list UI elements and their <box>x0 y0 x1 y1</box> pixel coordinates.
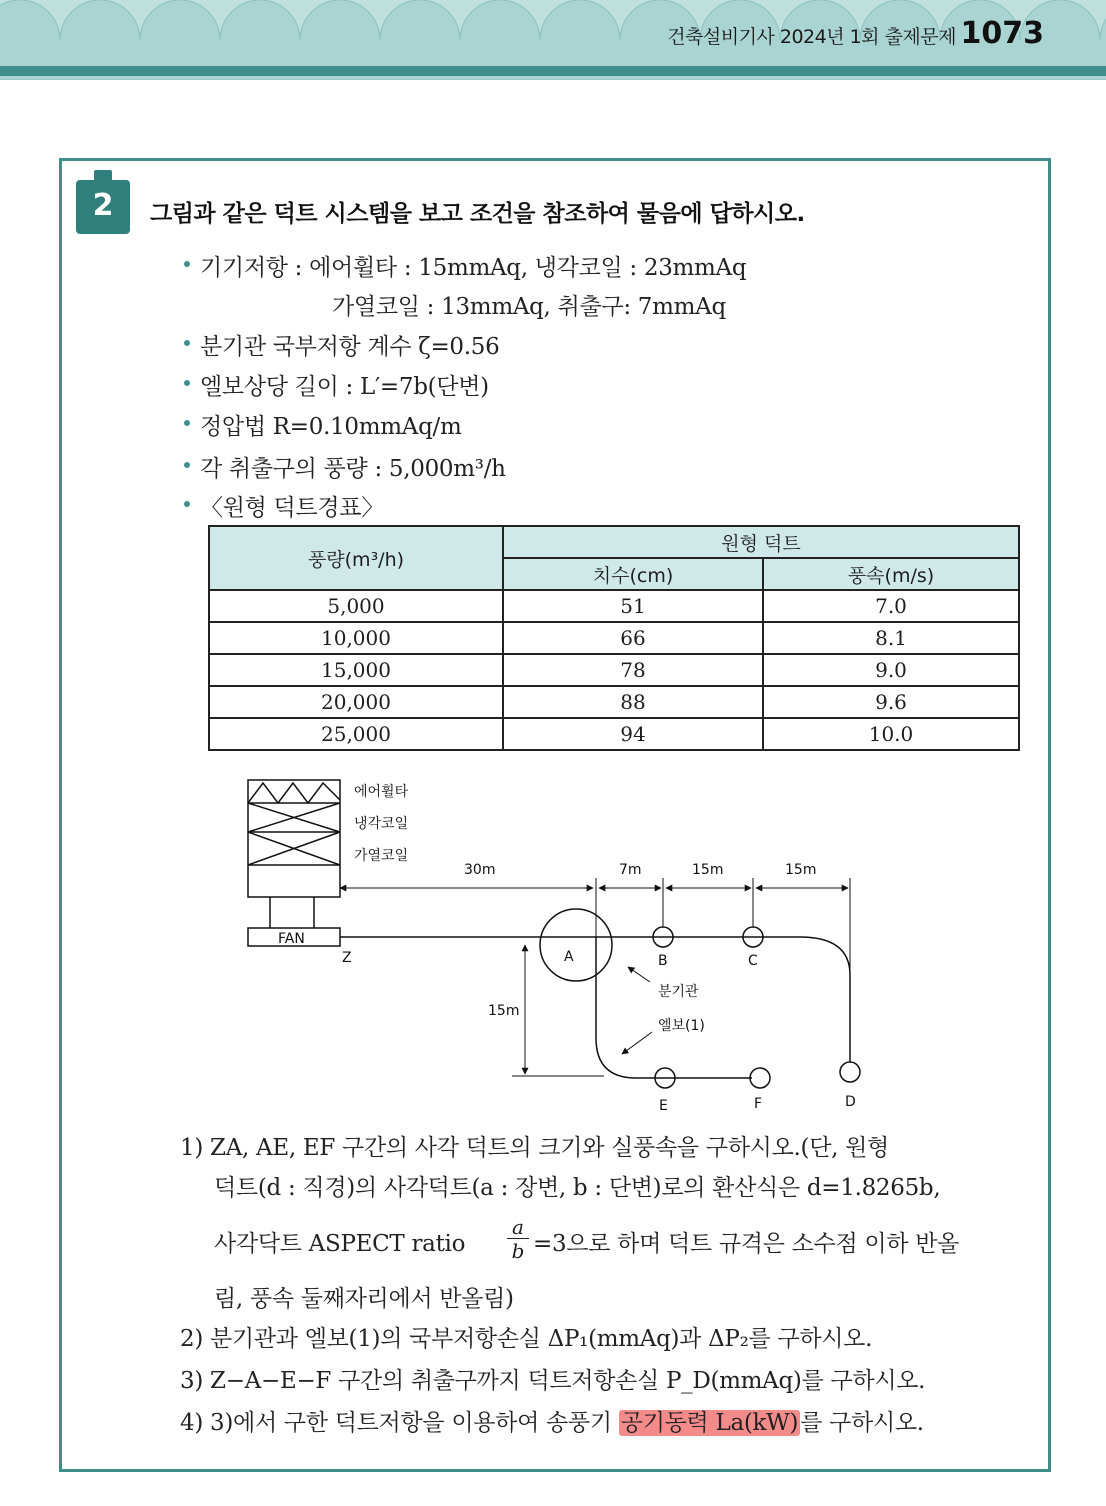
cell-velocity: 9.6 <box>763 686 1019 718</box>
table-row <box>209 590 1019 622</box>
table-row <box>209 686 1019 718</box>
subquestion-1-line-3b: =3으로 하며 덕트 규격은 소수점 이하 반올 <box>533 1231 960 1257</box>
table-row <box>209 654 1019 686</box>
page-number: 1073 <box>960 16 1044 51</box>
point-f-label: F <box>754 1096 763 1112</box>
air-handling-unit <box>248 780 340 897</box>
cell-size: 66 <box>503 622 763 654</box>
question-number-badge <box>76 180 130 234</box>
header-round-duct: 원형 덕트 <box>503 526 1019 558</box>
condition-static-pressure: 정압법 R=0.10mmAq/m <box>200 414 462 440</box>
duct-system-diagram <box>200 770 900 1120</box>
condition-branch-coefficient: 분기관 국부저항 계수 ζ=0.56 <box>200 334 500 360</box>
label-heating-coil: 가열코일 <box>354 848 409 864</box>
condition-equipment-resistance-cont: 가열코일 : 13mmAq, 취출구: 7mmAq <box>332 294 726 320</box>
subquestion-3: 3) Z−A−E−F 구간의 취출구까지 덕트저항손실 P_D(mmAq)를 구하시오. <box>180 1368 926 1394</box>
table-row <box>209 718 1019 750</box>
point-z-label: Z <box>342 950 352 966</box>
outlet-f <box>750 1068 770 1088</box>
label-air-filter: 에어휠타 <box>354 784 409 800</box>
point-d-label: D <box>845 1094 856 1110</box>
cell-size: 78 <box>503 654 763 686</box>
dimension-15m-bc: 15m <box>692 862 724 878</box>
bullet-icon <box>184 261 190 267</box>
bullet-icon <box>184 380 190 386</box>
cell-size: 94 <box>503 718 763 750</box>
fraction-numerator: a <box>507 1216 529 1239</box>
label-cooling-coil: 냉각코일 <box>354 816 409 832</box>
bullet-icon <box>184 340 190 346</box>
cell-size: 51 <box>503 590 763 622</box>
bullet-icon <box>184 420 190 426</box>
point-a-label: A <box>564 949 574 965</box>
condition-elbow-length: 엘보상당 길이 : L′=7b(단변) <box>200 374 489 400</box>
header-title: 건축설비기사 2024년 1회 출제문제 <box>667 26 956 48</box>
question-title: 그림과 같은 덕트 시스템을 보고 조건을 참조하여 물음에 답하시오. <box>150 201 805 227</box>
cell-velocity: 9.0 <box>763 654 1019 686</box>
label-elbow: 엘보(1) <box>658 1018 705 1034</box>
subquestion-1-line-3a: 사각닥트 ASPECT ratio <box>214 1231 466 1257</box>
cell-flow: 5,000 <box>209 590 503 622</box>
cell-flow: 10,000 <box>209 622 503 654</box>
outlet-d <box>840 1062 860 1082</box>
point-c-label: C <box>748 953 758 969</box>
dimension-7m: 7m <box>619 862 642 878</box>
bullet-icon <box>184 462 190 468</box>
cell-flow: 25,000 <box>209 718 503 750</box>
subquestion-1-line-4: 림, 풍속 둘째자리에서 반올림) <box>214 1286 514 1312</box>
round-duct-table <box>208 525 1020 751</box>
point-e-label: E <box>659 1098 668 1114</box>
condition-equipment-resistance: 기기저항 : 에어휠타 : 15mmAq, 냉각코일 : 23mmAq <box>200 255 747 281</box>
point-b-label: B <box>658 953 668 969</box>
cell-flow: 20,000 <box>209 686 503 718</box>
cell-flow: 15,000 <box>209 654 503 686</box>
subquestion-2: 2) 분기관과 엘보(1)의 국부저항손실 ΔP₁(mmAq)과 ΔP₂를 구하시오. <box>180 1326 873 1352</box>
fraction-denominator: b <box>511 1239 525 1263</box>
branch-circle <box>540 909 612 981</box>
dimension-15m-vertical: 15m <box>488 1003 520 1019</box>
cell-velocity: 7.0 <box>763 590 1019 622</box>
subquestion-1-line-2: 덕트(d : 직경)의 사각덕트(a : 장변, b : 단변)로의 환산식은 d=1.8265b, <box>214 1175 941 1201</box>
subquestion-4 <box>180 1412 924 1435</box>
highlighted-air-power: 공기동력 La(kW) <box>620 1410 799 1436</box>
subquestion-1-line-1: 1) ZA, AE, EF 구간의 사각 덕트의 크기와 실풍속을 구하시오.(단, 원형 <box>180 1135 889 1161</box>
header-flow: 풍량(m³/h) <box>209 526 503 590</box>
label-fan: FAN <box>278 931 305 947</box>
header-size: 치수(cm) <box>503 558 763 590</box>
label-branch: 분기관 <box>658 984 699 1000</box>
cell-velocity: 8.1 <box>763 622 1019 654</box>
aspect-ratio-fraction <box>507 1216 529 1263</box>
dimension-30m: 30m <box>464 862 496 878</box>
dimension-15m-cd: 15m <box>785 862 817 878</box>
cell-velocity: 10.0 <box>763 718 1019 750</box>
table-row <box>209 622 1019 654</box>
cell-size: 88 <box>503 686 763 718</box>
condition-table-title: 〈원형 덕트경표〉 <box>200 495 384 521</box>
bullet-icon <box>184 501 190 507</box>
subquestion-4-suffix: 를 구하시오. <box>800 1410 924 1436</box>
subquestion-4-prefix: 4) 3)에서 구한 덕트저항을 이용하여 송풍기 <box>180 1410 619 1436</box>
header-velocity: 풍속(m/s) <box>763 558 1019 590</box>
condition-outlet-flow: 각 취출구의 풍량 : 5,000m³/h <box>200 456 506 482</box>
question-number: 2 <box>92 188 114 223</box>
